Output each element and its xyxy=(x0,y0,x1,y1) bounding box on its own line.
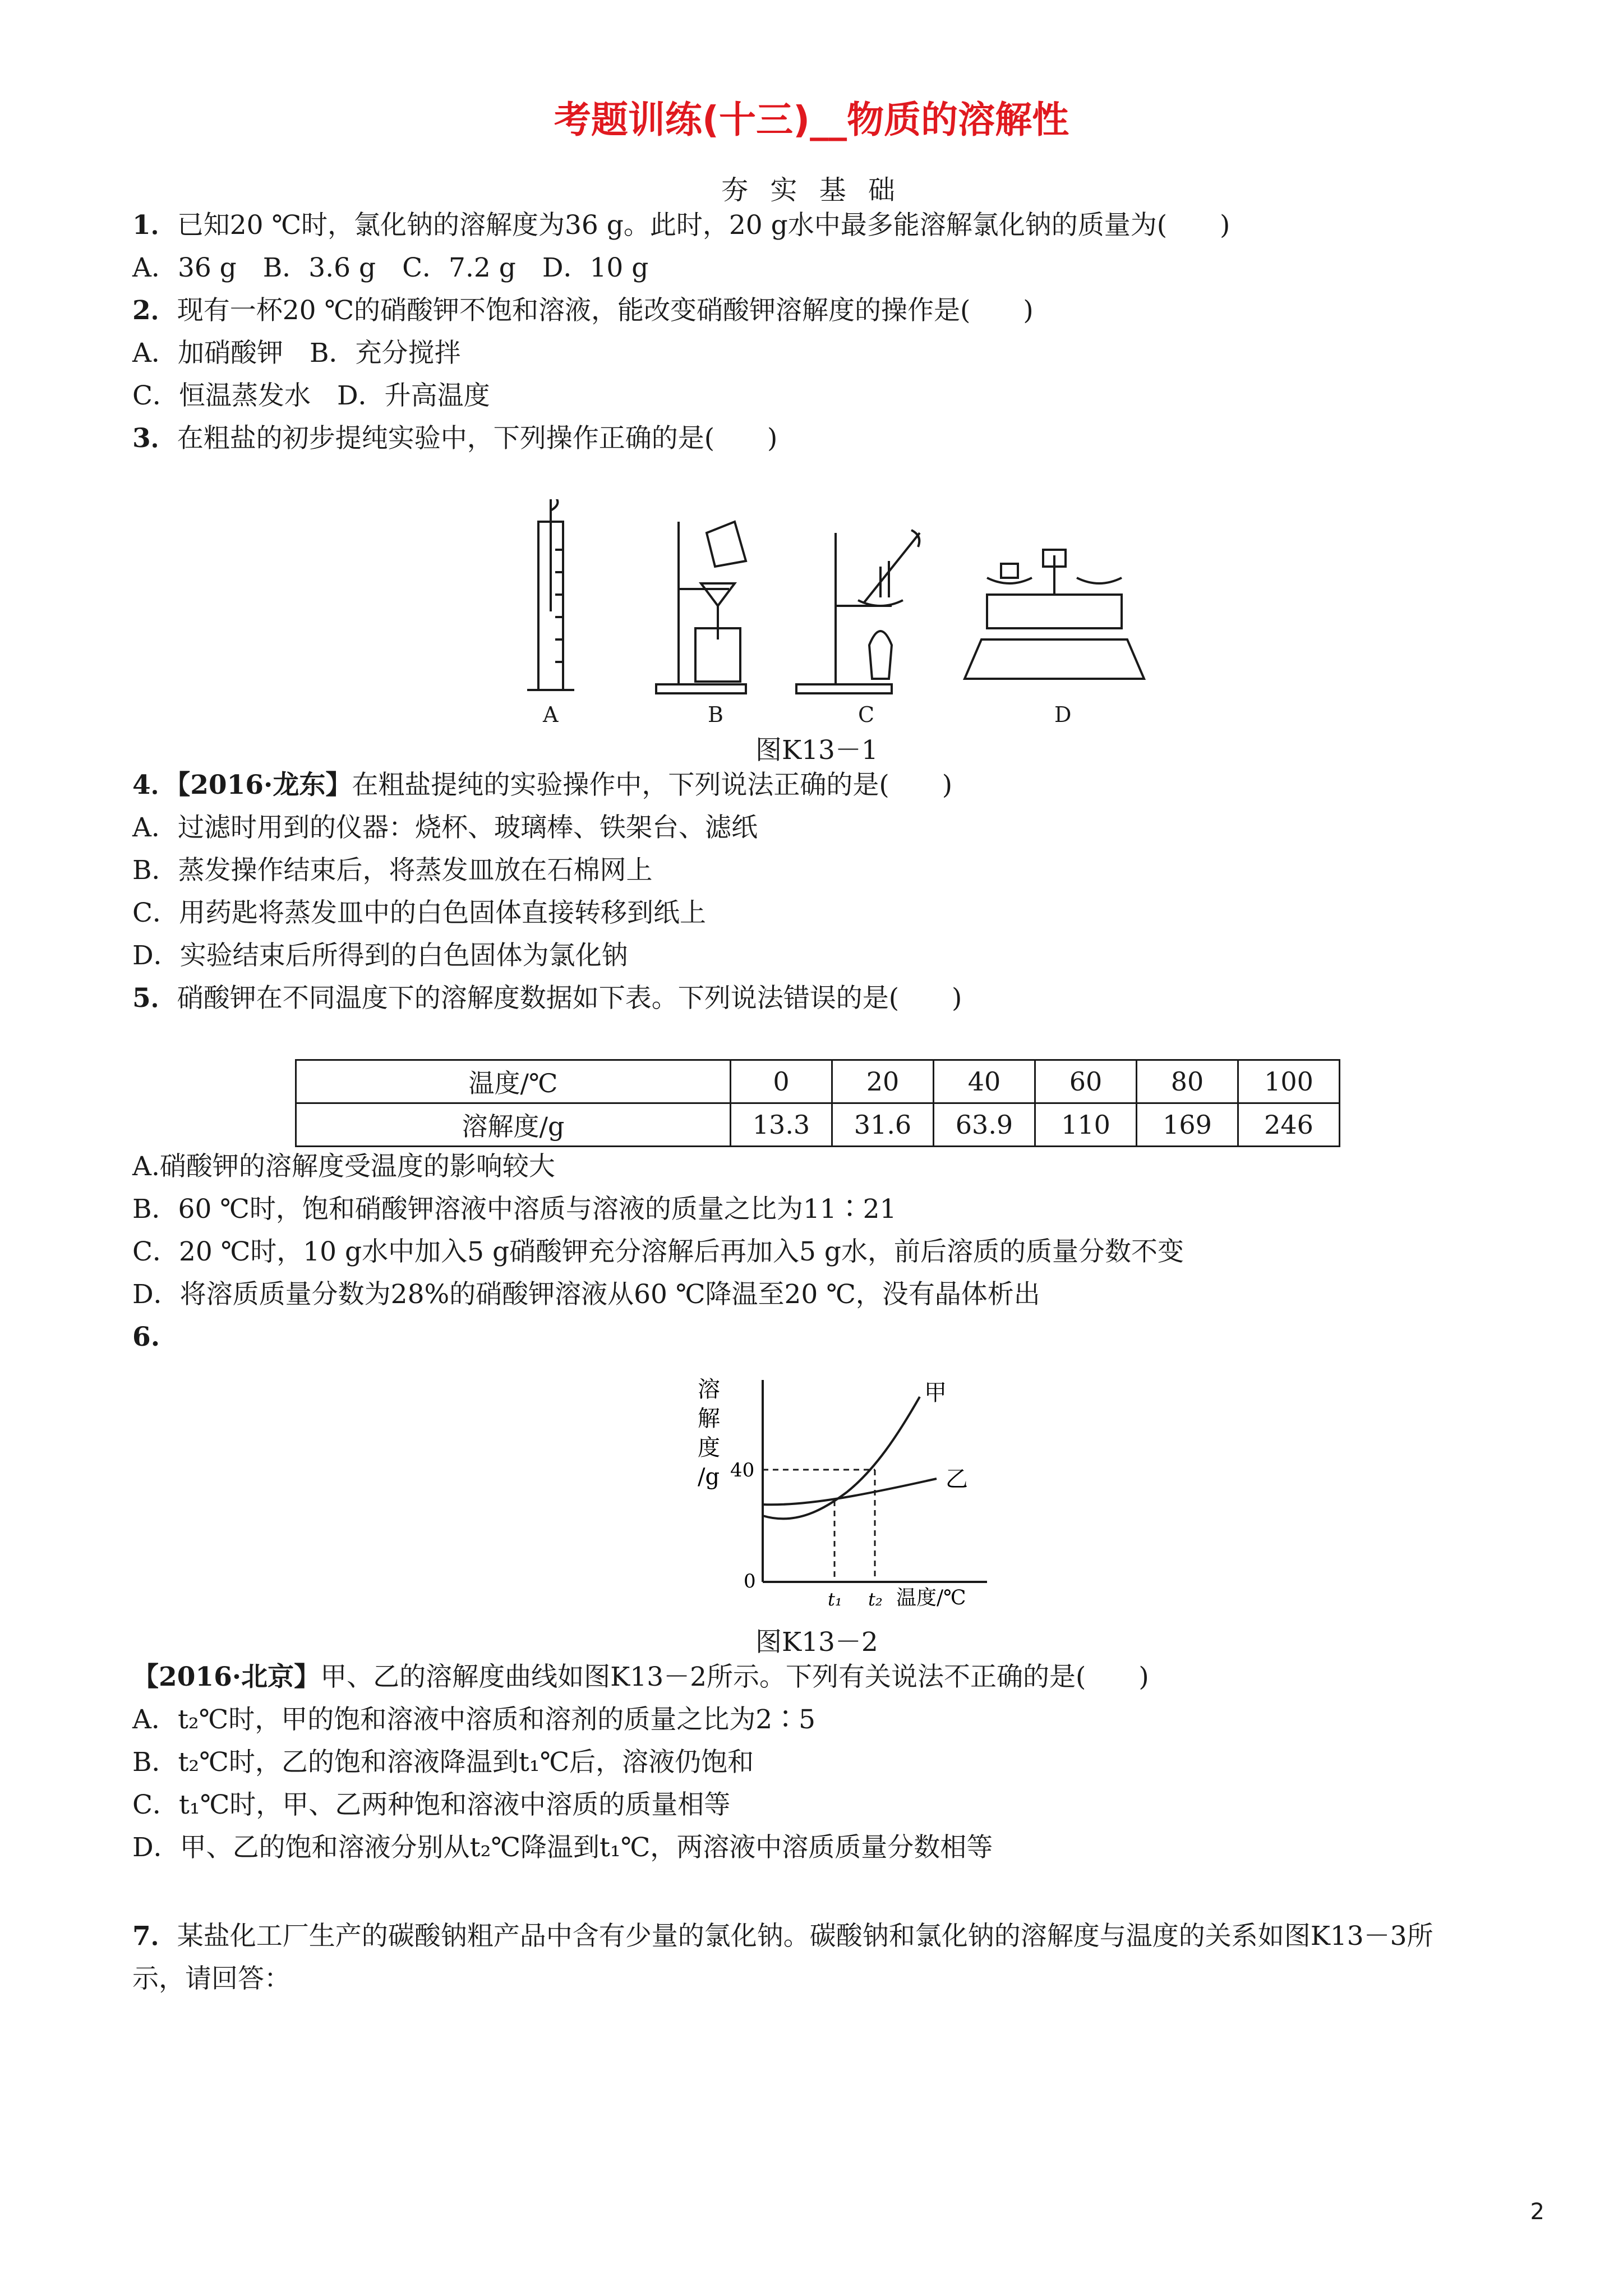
x-tick-t1: t₁ xyxy=(828,1589,842,1610)
table-row xyxy=(296,1103,1340,1147)
x-tick-t2: t₂ xyxy=(868,1589,883,1610)
apparatus-label-d: D xyxy=(1054,702,1072,727)
table-cell: 63.9 xyxy=(934,1103,1035,1147)
question-number: 3． xyxy=(132,423,177,454)
question-stem: 硝酸钾在不同温度下的溶解度数据如下表。下列说法错误的是( ) xyxy=(177,983,962,1014)
question-1 xyxy=(132,209,1230,242)
table-cell: 20 xyxy=(832,1060,934,1103)
question-3 xyxy=(132,422,777,455)
question-4-option-d: D．实验结束后所得到的白色固体为氯化钠 xyxy=(132,940,628,971)
question-6-option-b: B．t₂℃时，乙的饱和溶液降温到t₁℃后，溶液仍饱和 xyxy=(132,1747,754,1778)
graduated-cylinder-icon xyxy=(527,499,574,690)
balance-scale-icon xyxy=(965,550,1144,679)
table-header-temperature: 温度/℃ xyxy=(296,1060,731,1103)
question-stem: 某盐化工厂生产的碳酸钠粗产品中含有少量的氯化钠。碳酸钠和氯化钠的溶解度与温度的关系如图K13－3所 xyxy=(177,1921,1433,1952)
question-stem: 甲、乙的溶解度曲线如图K13－2所示。下列有关说法不正确的是( ) xyxy=(320,1662,1149,1692)
question-6-option-a: A．t₂℃时，甲的饱和溶液中溶质和溶剂的质量之比为2∶5 xyxy=(132,1704,816,1735)
question-6 xyxy=(132,1660,1149,1694)
question-1-options: A．36 g B．3.6 g C．7.2 g D．10 g xyxy=(132,252,649,283)
question-2-options-cd: C．恒温蒸发水 D．升高温度 xyxy=(132,380,490,411)
question-stem: 已知20 ℃时，氯化钠的溶解度为36 g。此时，20 g水中最多能溶解氯化钠的质量为( ) xyxy=(177,210,1230,241)
section-heading: 夯 实 基 础 xyxy=(721,174,902,206)
question-2-options-ab: A．加硝酸钾 B．充分搅拌 xyxy=(132,338,461,369)
question-source: 【2016·北京】 xyxy=(132,1662,321,1692)
question-6-number xyxy=(132,1320,160,1354)
question-number: 6. xyxy=(132,1322,160,1352)
figure-caption-k13-1: 图K13－1 xyxy=(755,735,878,766)
question-5-option-c: C．20 ℃时，10 g水中加入5 g硝酸钾充分溶解后再加入5 g水，前后溶质的质量分数不变 xyxy=(132,1236,1184,1267)
question-2 xyxy=(132,294,1034,328)
question-number: 4． xyxy=(132,770,177,800)
question-number: 1． xyxy=(132,210,177,241)
question-7-continued: 示，请回答： xyxy=(132,1963,291,1994)
curve-label-jia: 甲 xyxy=(924,1380,947,1406)
curve-yi xyxy=(763,1479,937,1504)
question-4-option-a: A．过滤时用到的仪器：烧杯、玻璃棒、铁架台、滤纸 xyxy=(132,812,758,843)
question-4-option-c: C．用药匙将蒸发皿中的白色固体直接转移到纸上 xyxy=(132,898,706,928)
question-number: 2． xyxy=(132,295,177,326)
table-cell: 31.6 xyxy=(832,1103,934,1147)
y-axis-char-4: /g xyxy=(698,1464,720,1490)
y-axis-char-1: 溶 xyxy=(698,1377,720,1402)
question-source: 【2016·龙东】 xyxy=(177,770,352,800)
apparatus-label-b: B xyxy=(708,702,723,727)
table-cell: 80 xyxy=(1137,1060,1238,1103)
question-5-option-d: D．将溶质质量分数为28%的硝酸钾溶液从60 ℃降温至20 ℃，没有晶体析出 xyxy=(132,1279,1040,1310)
y-tick-40: 40 xyxy=(730,1459,755,1481)
table-cell: 100 xyxy=(1238,1060,1340,1103)
question-5-option-a: A.硝酸钾的溶解度受温度的影响较大 xyxy=(132,1151,555,1182)
table-row xyxy=(296,1060,1340,1103)
question-5 xyxy=(132,982,962,1015)
question-stem: 在粗盐的初步提纯实验中，下列操作正确的是( ) xyxy=(177,423,778,454)
table-cell: 246 xyxy=(1238,1103,1340,1147)
question-number: 7． xyxy=(132,1921,177,1952)
table-cell: 0 xyxy=(731,1060,832,1103)
y-axis-char-2: 解 xyxy=(698,1406,720,1432)
question-7 xyxy=(132,1920,1433,1953)
curve-jia xyxy=(763,1397,920,1519)
figure-caption-k13-2: 图K13－2 xyxy=(755,1627,878,1658)
table-cell: 40 xyxy=(934,1060,1035,1103)
apparatus-label-c: C xyxy=(858,702,875,727)
question-6-option-d: D．甲、乙的饱和溶液分别从t₂℃降温到t₁℃，两溶液中溶质质量分数相等 xyxy=(132,1832,993,1863)
table-cell: 169 xyxy=(1137,1103,1238,1147)
table-cell: 13.3 xyxy=(731,1103,832,1147)
question-4-option-b: B．蒸发操作结束后，将蒸发皿放在石棉网上 xyxy=(132,855,653,886)
x-axis-label: 温度/℃ xyxy=(896,1586,966,1609)
filtration-setup-icon xyxy=(656,522,746,693)
curve-label-yi: 乙 xyxy=(946,1466,968,1492)
question-stem: 现有一杯20 ℃的硝酸钾不饱和溶液，能改变硝酸钾溶解度的操作是( ) xyxy=(177,295,1034,326)
question-5-option-b: B．60 ℃时，饱和硝酸钾溶液中溶质与溶液的质量之比为11∶21 xyxy=(132,1194,897,1225)
table-header-solubility: 溶解度/g xyxy=(296,1103,731,1147)
question-stem: 在粗盐提纯的实验操作中，下列说法正确的是( ) xyxy=(352,770,953,800)
y-axis-char-3: 度 xyxy=(698,1435,720,1461)
question-6-option-c: C．t₁℃时，甲、乙两种饱和溶液中溶质的质量相等 xyxy=(132,1789,731,1820)
solubility-curve-graph xyxy=(695,1374,1009,1610)
page-title: 考题训练(十三)__物质的溶解性 xyxy=(554,98,1069,141)
table-cell: 110 xyxy=(1035,1103,1137,1147)
solubility-table xyxy=(295,1059,1340,1147)
question-4 xyxy=(132,769,952,802)
apparatus-figure xyxy=(505,499,1178,701)
page-number: 2 xyxy=(1530,2199,1544,2225)
apparatus-label-a: A xyxy=(543,702,559,727)
table-cell: 60 xyxy=(1035,1060,1137,1103)
evaporation-setup-icon xyxy=(796,530,920,693)
question-number: 5． xyxy=(132,983,177,1014)
origin-label: 0 xyxy=(744,1570,756,1593)
